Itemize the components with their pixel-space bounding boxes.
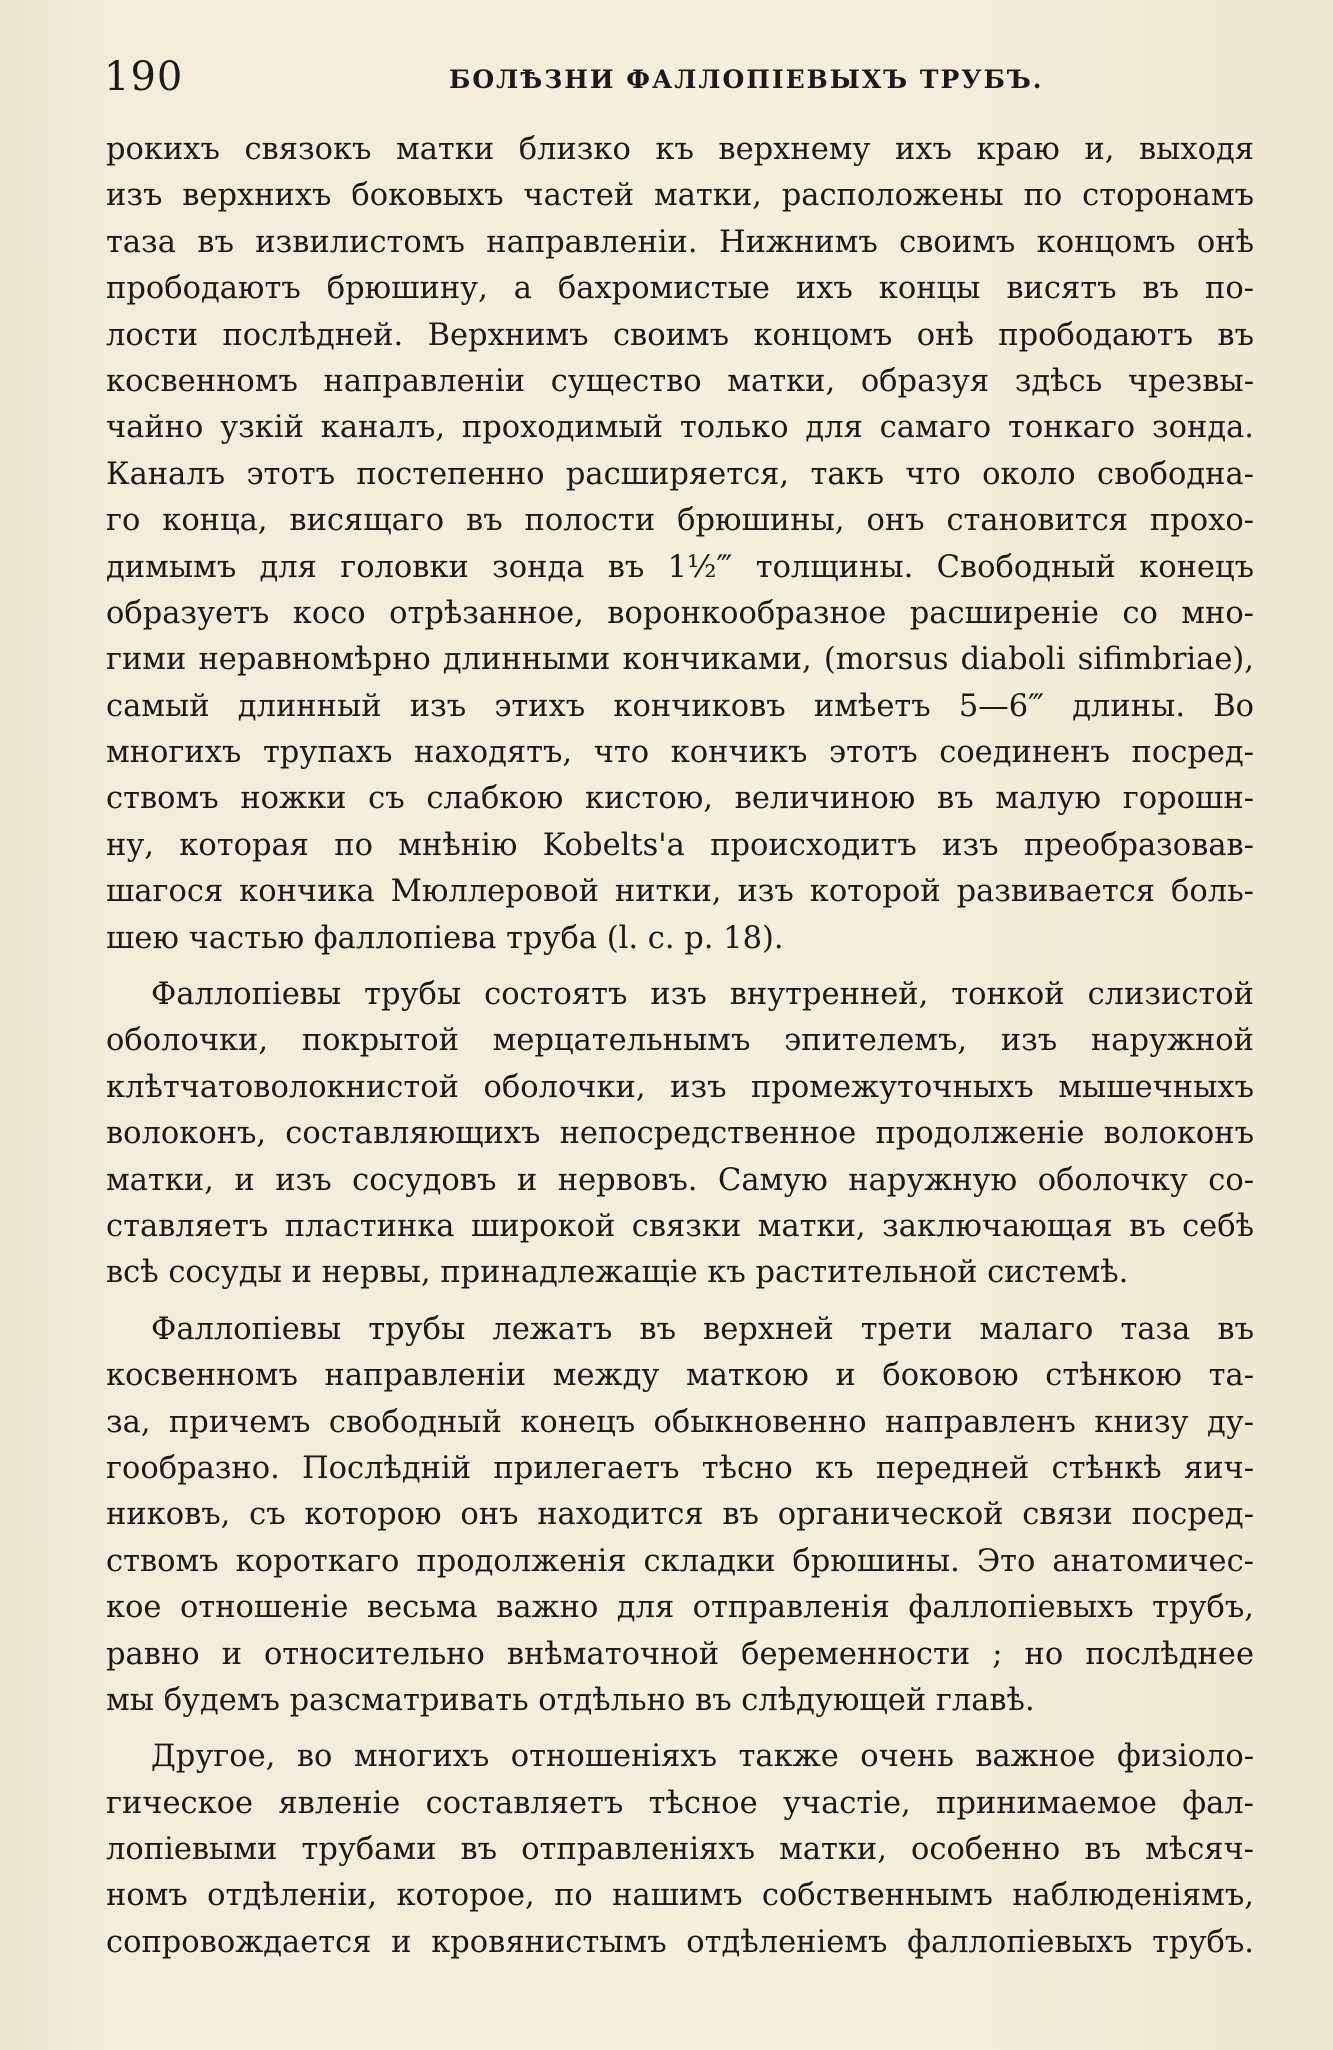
- paragraph-gap: [106, 962, 1254, 972]
- text-line: мы будемъ разсматривать отдѣльно въ слѣдующей главѣ.: [106, 1682, 1035, 1718]
- text-line: рокихъ связокъ матки близко къ верхнему ихъ краю и, выходя: [106, 132, 1254, 167]
- text-line: за, причемъ свободный конецъ обыкновенно направленъ книзу ду-: [106, 1404, 1254, 1440]
- text-line: матки, и изъ сосудовъ и нервовъ. Самую наружную оболочку со-: [106, 1162, 1254, 1198]
- running-title: БОЛѢЗНИ ФАЛЛОПІЕВЫХЪ ТРУБЪ.: [449, 65, 1044, 94]
- text-line: самый длинный изъ этихъ кончиковъ имѣетъ 5—6‴ длины. Во: [106, 688, 1254, 724]
- text-line: равно и относительно внѣматочной беременности ; но послѣднее: [106, 1636, 1254, 1672]
- text-line: косвенномъ направленіи между маткою и боковою стѣнкою та-: [106, 1358, 1254, 1394]
- body-text: [106, 127, 1254, 1966]
- text-line: образуетъ косо отрѣзанное, воронкообразное расширеніе со мно-: [106, 595, 1254, 631]
- text-line: косвенномъ направленіи существо матки, образуя здѣсь чрезвы-: [106, 363, 1254, 399]
- text-line: го конца, висящаго въ полости брюшины, онъ становится прохо-: [106, 503, 1254, 539]
- paragraph-2: [106, 972, 1254, 1297]
- text-line: изъ верхнихъ боковыхъ частей матки, расположены по сторонамъ: [106, 178, 1254, 214]
- text-line: димымъ для головки зонда въ 1½‴ толщины. Свободный конецъ: [106, 549, 1254, 585]
- text-line: волоконъ, составляющихъ непосредственное продолженіе волоконъ: [106, 1116, 1254, 1152]
- text-line: ставляетъ пластинка широкой связки матки, заключающая въ себѣ: [106, 1208, 1254, 1244]
- text-line: Фаллопіевы трубы лежатъ въ верхней трети малаго таза въ: [151, 1311, 1254, 1347]
- text-line: Фаллопіевы трубы состоятъ изъ внутренней, тонкой слизистой: [151, 977, 1254, 1013]
- text-line: Другое, во многихъ отношеніяхъ также очень важное физіоло-: [151, 1739, 1254, 1775]
- paragraph-gap: [106, 1724, 1254, 1734]
- text-line: шагося кончика Мюллеровой нитки, изъ которой развивается боль-: [106, 874, 1254, 910]
- text-line: прободаютъ брюшину, а бахромистые ихъ концы висятъ въ по-: [106, 271, 1254, 307]
- text-line: ну, которая по мнѣнію Kobelts'а происходитъ изъ преобразовав-: [106, 827, 1254, 863]
- text-line: таза въ извилистомъ направленіи. Нижнимъ своимъ концомъ онѣ: [106, 224, 1254, 260]
- text-line: Каналъ этотъ постепенно расширяется, такъ что около свободна-: [106, 456, 1254, 492]
- text-line: лости послѣдней. Верхнимъ своимъ концомъ онѣ прободаютъ въ: [106, 317, 1254, 353]
- paragraph-gap: [106, 1297, 1254, 1307]
- text-line: номъ отдѣленіи, которое, по нашимъ собственнымъ наблюденіямъ,: [106, 1878, 1254, 1914]
- page-number: 190: [104, 54, 184, 100]
- paragraph-4: [106, 1734, 1254, 1966]
- text-line: ствомъ ножки съ слабкою кистою, величиною въ малую горошн-: [106, 781, 1254, 817]
- text-line: шею частью фаллопіева труба (l. c. p. 18).: [106, 920, 784, 956]
- text-line: гообразно. Послѣдній прилегаетъ тѣсно къ передней стѣнкѣ яич-: [106, 1450, 1254, 1486]
- page-header: [104, 52, 1254, 102]
- text-line: гими неравномѣрно длинными кончиками, (morsus diaboli sifimbriae),: [106, 642, 1254, 678]
- text-line: сопровождается и кровянистымъ отдѣленіемъ фаллопіевыхъ трубъ.: [106, 1924, 1254, 1960]
- paragraph-3: [106, 1307, 1254, 1725]
- text-line: ствомъ короткаго продолженія складки брюшины. Это анатомичес-: [106, 1543, 1254, 1579]
- text-line: клѣтчатоволокнистой оболочки, изъ промежуточныхъ мышечныхъ: [106, 1069, 1254, 1105]
- text-line: никовъ, съ которою онъ находится въ органической связи посред-: [106, 1497, 1254, 1533]
- text-line: гическое явленіе составляетъ тѣсное участіе, принимаемое фал-: [106, 1785, 1254, 1821]
- text-line: всѣ сосуды и нервы, принадлежащіе къ растительной системѣ.: [106, 1255, 1129, 1291]
- paragraph-1: [106, 127, 1254, 962]
- text-line: кое отношеніе весьма важно для отправленія фаллопіевыхъ трубъ,: [106, 1590, 1254, 1626]
- text-line: лопіевыми трубами въ отправленіяхъ матки, особенно въ мѣсяч-: [106, 1832, 1254, 1868]
- text-line: чайно узкій каналъ, проходимый только для самаго тонкаго зонда.: [106, 410, 1254, 446]
- text-line: многихъ трупахъ находятъ, что кончикъ этотъ соединенъ посред-: [106, 735, 1254, 771]
- text-line: оболочки, покрытой мерцательнымъ эпителемъ, изъ наружной: [106, 1023, 1254, 1059]
